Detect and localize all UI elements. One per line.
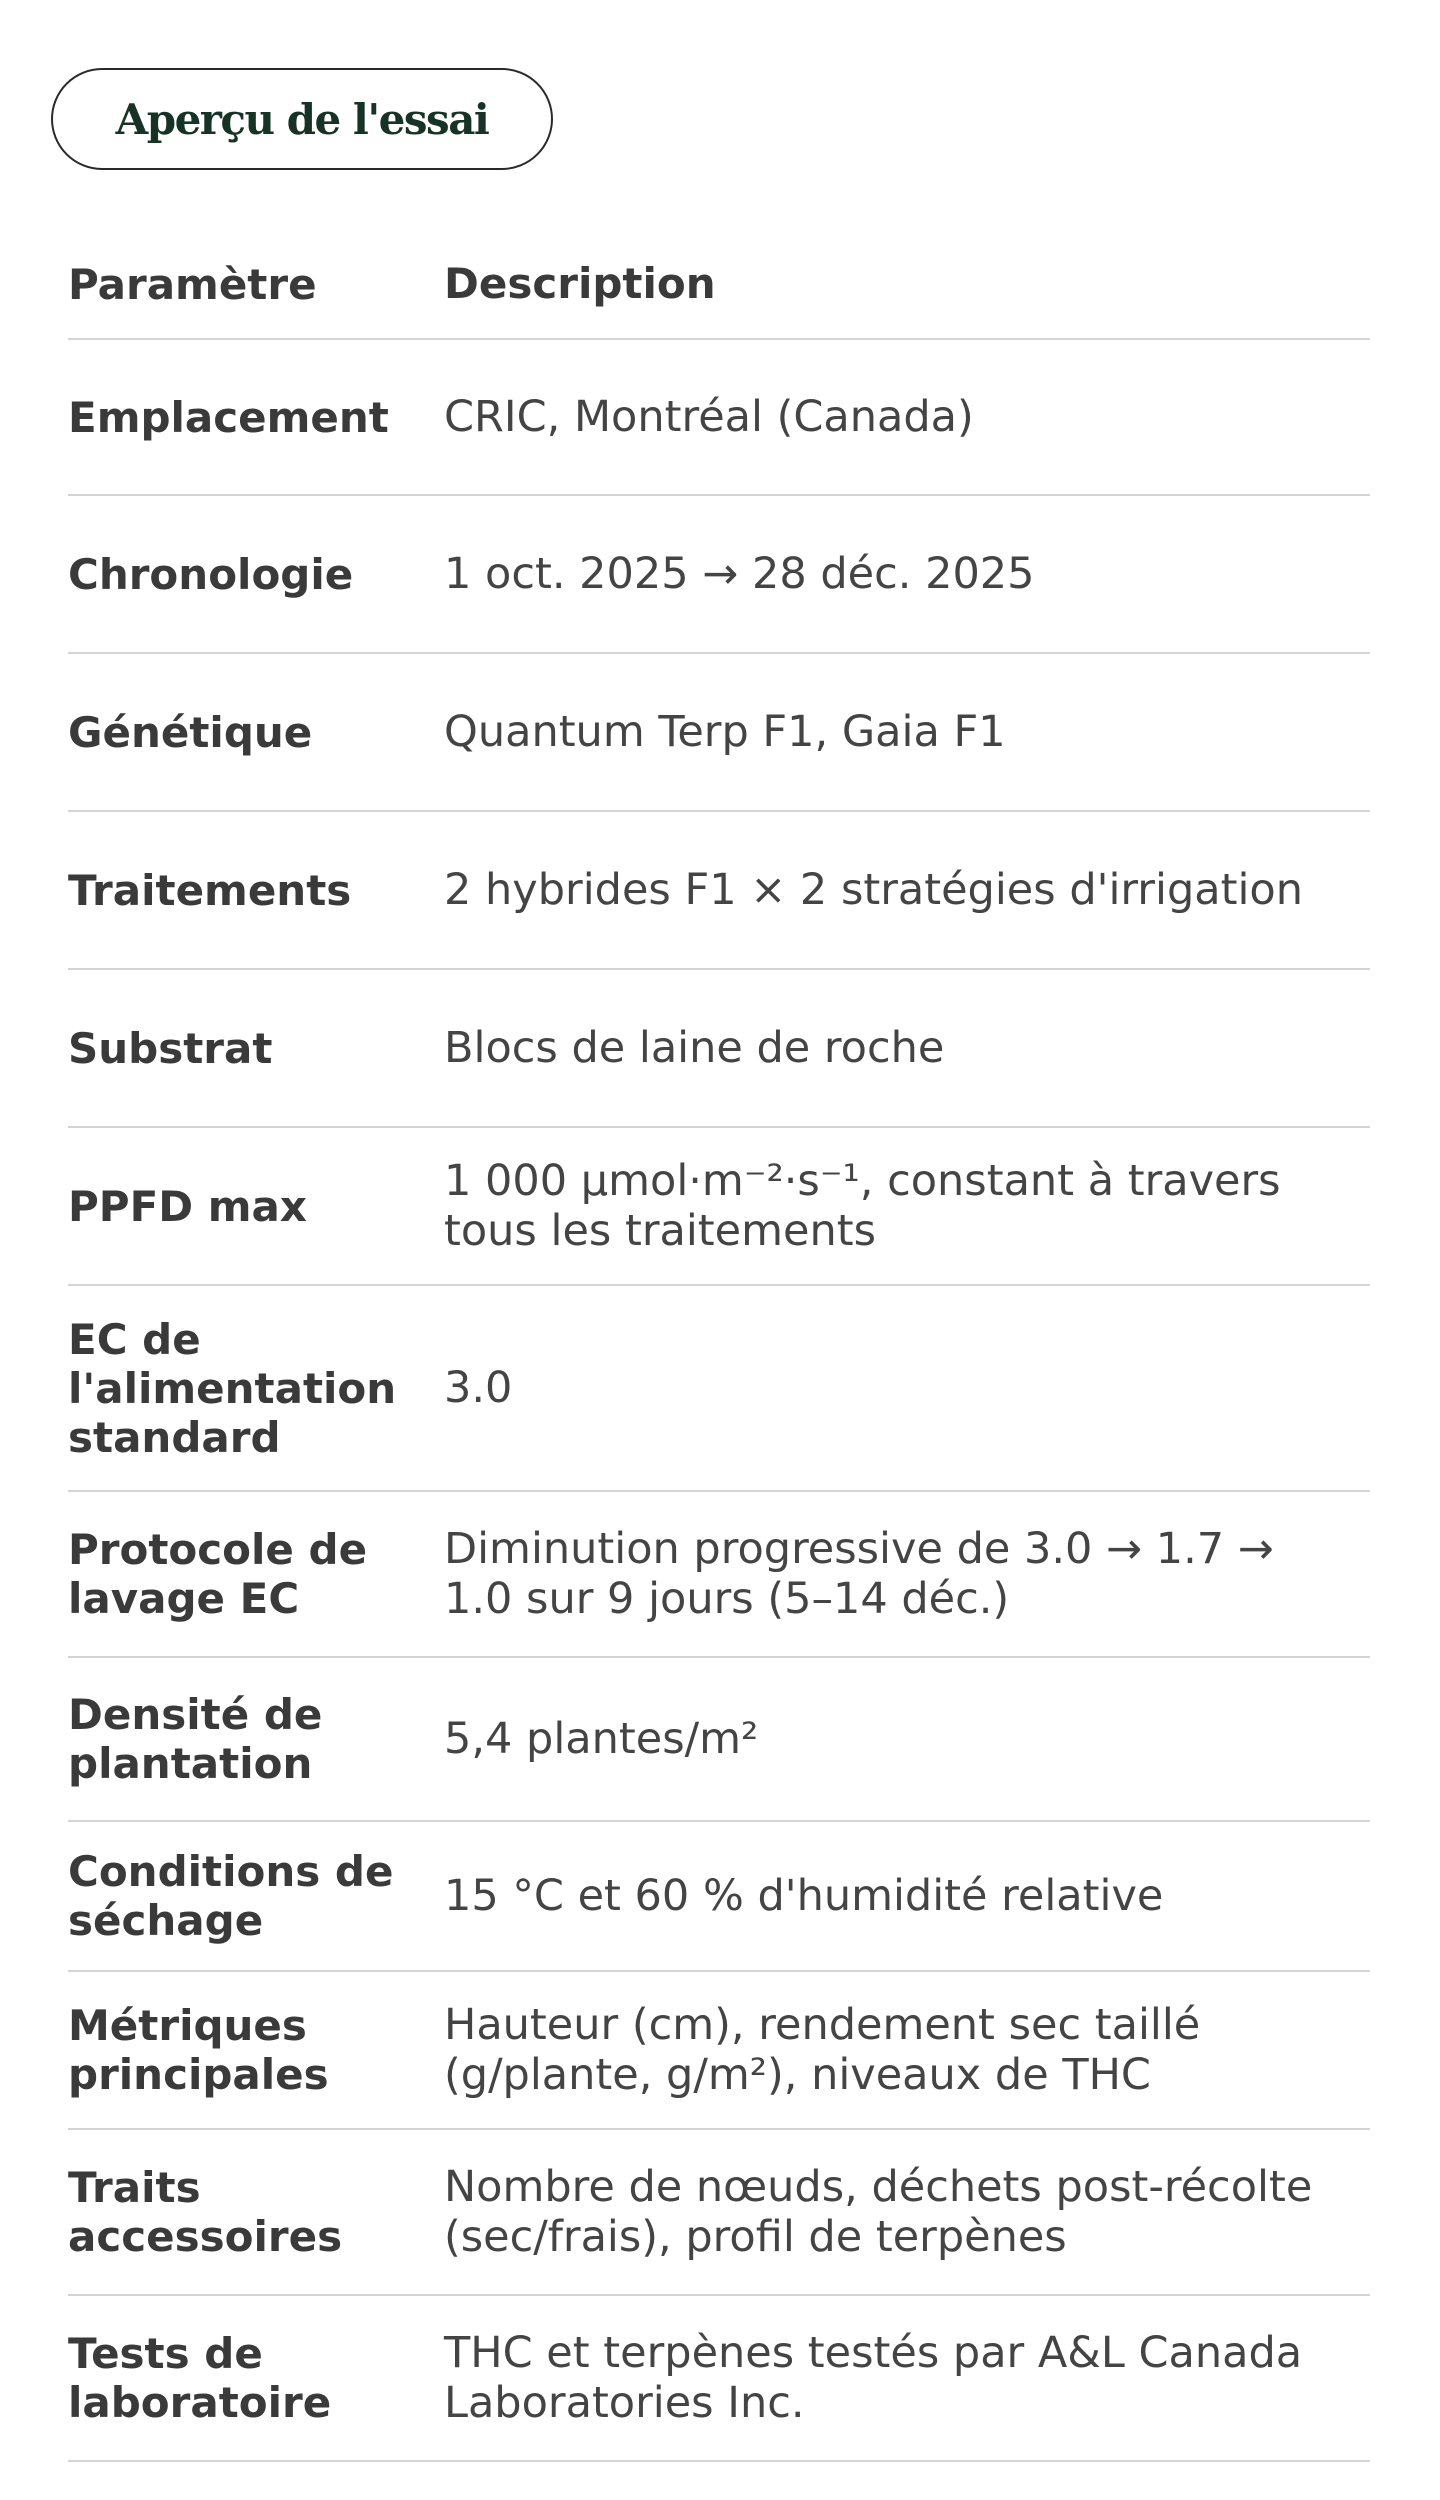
badge-label: Aperçu de l'essai [115, 94, 489, 144]
table-row [68, 1128, 1370, 1286]
row-parameter: Chronologie [68, 549, 354, 599]
row-parameter: Métriques principales [68, 2001, 329, 2099]
row-parameter: Traits accessoires [68, 2163, 343, 2261]
header-parameter: Paramètre [68, 259, 317, 309]
row-description: 3.0 [444, 1363, 513, 1413]
table-row [68, 496, 1370, 654]
row-description: Hauteur (cm), rendement sec taillé (g/plante, g/m²), niveaux de THC [444, 2000, 1201, 2100]
row-parameter: Tests de laboratoire [68, 2329, 332, 2427]
row-parameter: Protocole de lavage EC [68, 1525, 368, 1623]
row-parameter: Génétique [68, 707, 313, 757]
row-parameter: Densité de plantation [68, 1690, 323, 1788]
table-row [68, 1492, 1370, 1658]
row-description: 15 °C et 60 % d'humidité relative [444, 1871, 1164, 1921]
row-description: 1 oct. 2025 → 28 déc. 2025 [444, 549, 1035, 599]
trial-overview-badge [51, 68, 553, 170]
row-description: Diminution progressive de 3.0 → 1.7 → 1.0 sur 9 jours (5–14 déc.) [444, 1524, 1274, 1624]
table-row [68, 2130, 1370, 2296]
trial-parameters-table [68, 230, 1370, 2462]
table-row [68, 2296, 1370, 2462]
row-parameter: Traitements [68, 865, 352, 915]
row-parameter: PPFD max [68, 1181, 307, 1231]
row-description: 5,4 plantes/m² [444, 1714, 759, 1764]
table-row [68, 812, 1370, 970]
row-description: Blocs de laine de roche [444, 1023, 945, 1073]
table-header-row [68, 230, 1370, 340]
row-description: Quantum Terp F1, Gaia F1 [444, 707, 1006, 757]
row-description: Nombre de nœuds, déchets post-récolte (sec/frais), profil de terpènes [444, 2162, 1313, 2262]
row-description: 1 000 µmol·m⁻²·s⁻¹, constant à travers tous les traitements [444, 1156, 1281, 1256]
header-description: Description [444, 259, 716, 308]
table-row [68, 970, 1370, 1128]
table-row [68, 1286, 1370, 1492]
table-row [68, 1658, 1370, 1822]
table-row [68, 1822, 1370, 1972]
row-description: CRIC, Montréal (Canada) [444, 392, 974, 442]
table-row [68, 1972, 1370, 2130]
row-description: THC et terpènes testés par A&L Canada Laboratories Inc. [444, 2328, 1303, 2428]
row-parameter: Substrat [68, 1023, 273, 1073]
row-parameter: Conditions de séchage [68, 1847, 394, 1945]
row-description: 2 hybrides F1 × 2 stratégies d'irrigation [444, 865, 1303, 915]
row-parameter: Emplacement [68, 392, 389, 442]
table-row [68, 340, 1370, 496]
table-row [68, 654, 1370, 812]
row-parameter: EC de l'alimentation standard [68, 1314, 397, 1462]
